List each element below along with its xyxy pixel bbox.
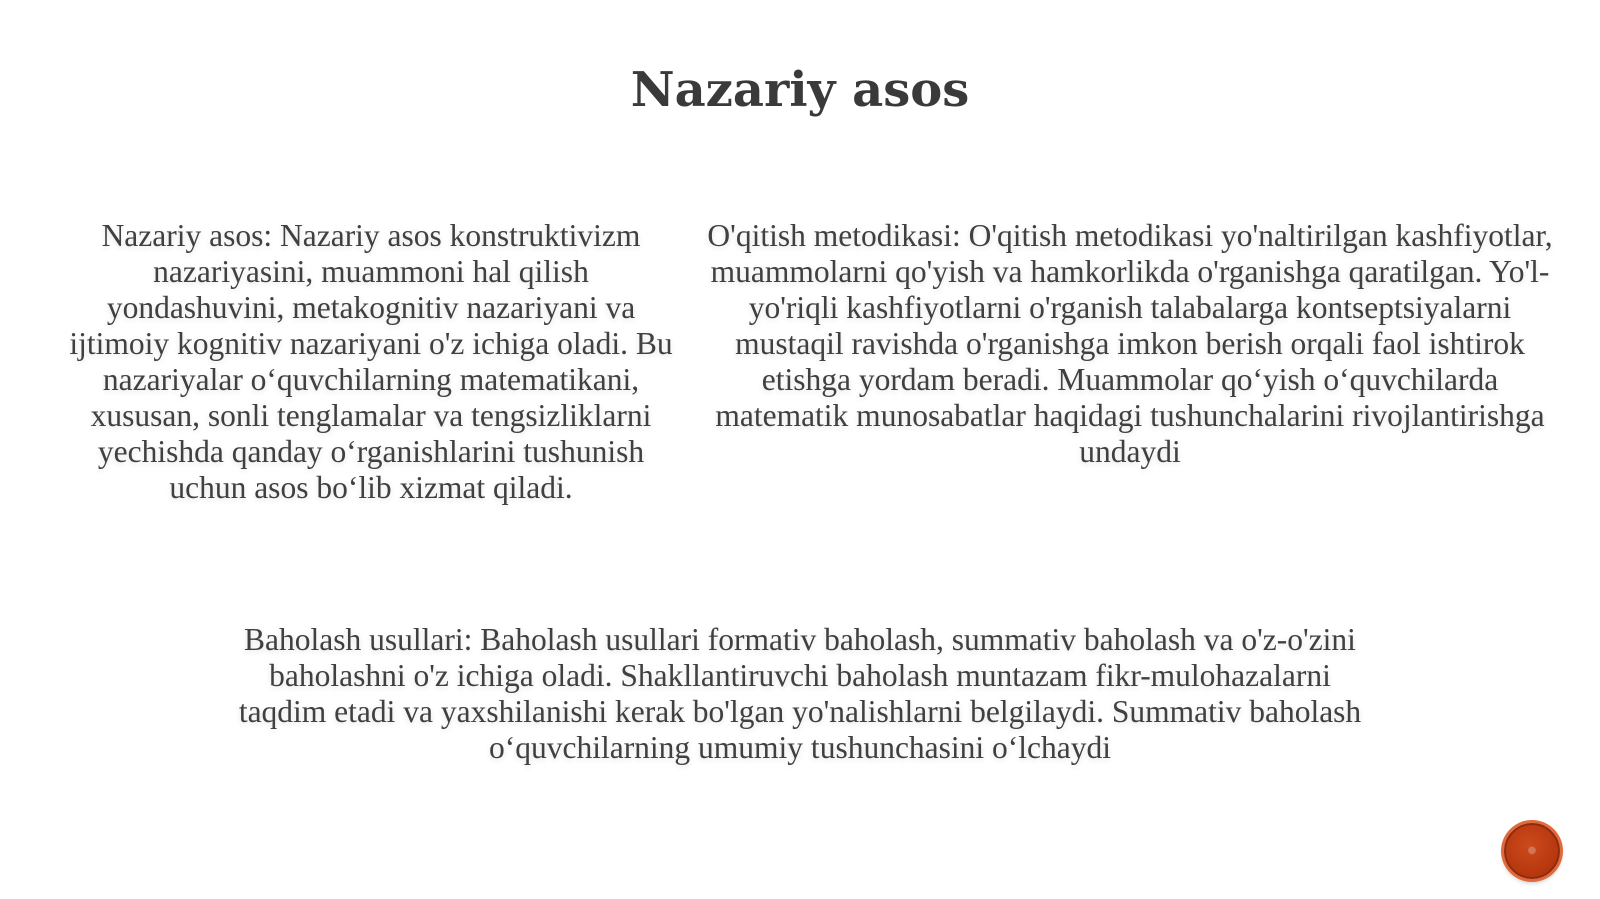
next-slide-button[interactable]: [1504, 823, 1560, 879]
theoretical-basis-text: Nazariy asos: Nazariy asos konstruktivizm nazariyasini, muammoni hal qilish yondashuvini, metakognitiv nazariyani va ijtimoiy kognitiv nazariyani o'z ichiga oladi. Bu nazariyalar o‘quvchilarning matematikani, xususan, sonli tenglamalar va tengsizliklarni yechishda qanday o‘rganishlarini tushunish uchun asos bo‘lib xizmat qiladi.: [69, 218, 673, 505]
slide-title: Nazariy asos: [630, 62, 970, 118]
next-slide-icon: ●: [1527, 845, 1537, 856]
teaching-methodology-text: O'qitish metodikasi: O'qitish metodikasi yo'naltirilgan kashfiyotlar, muammolarni qo'yish va hamkorlikda o'rganishga qaratilgan. Yo'l-yo'riqli kashfiyotlarni o'rganish talabalarga kontseptsiyalarni mustaqil ravishda o'rganishga imkon berish orqali faol ishtirok etishga yordam beradi. Muammolar qo‘yish o‘quvchilarda matematik munosabatlar haqidagi tushunchalarini rivojlantirishga undaydi: [707, 218, 1553, 469]
assessment-methods-text: Baholash usullari: Baholash usullari formativ baholash, summativ baholash va o'z-o'zini baholashni o'z ichiga oladi. Shakllantiruvchi baholash muntazam fikr-mulohazalarni taqdim etadi va yaxshilanishi kerak bo'lgan yo'nalishlarni belgilaydi. Summativ baholash o‘quvchilarning umumiy tushunchasini o‘lchaydi: [238, 622, 1362, 765]
